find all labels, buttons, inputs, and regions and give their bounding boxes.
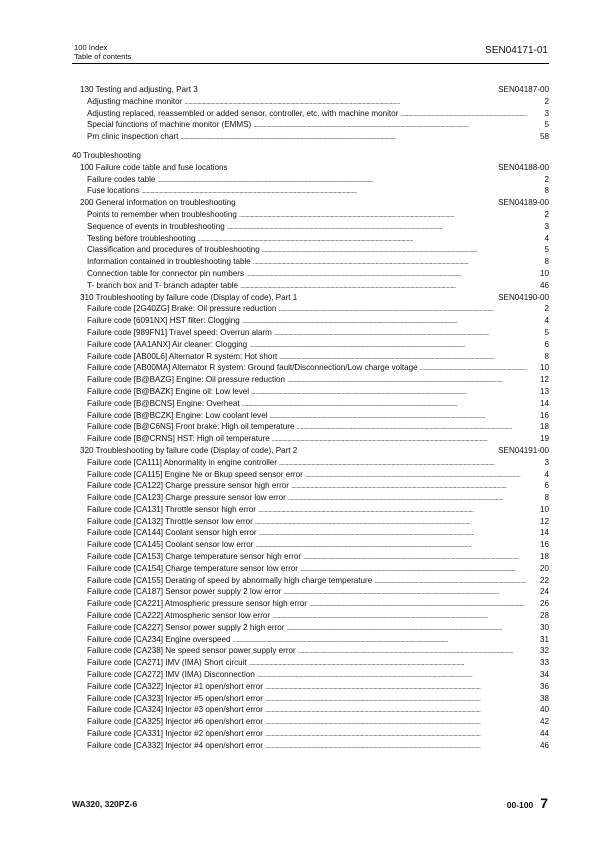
toc-entry-title: Failure code [B@BAZK] Engine oil: Low level [87, 386, 250, 396]
toc-entry-title: Testing before troubleshooting [87, 233, 196, 243]
toc-entry[interactable] [72, 256, 549, 268]
toc-entry[interactable] [72, 681, 549, 693]
toc-entry[interactable] [72, 645, 549, 657]
toc-section-heading [72, 197, 549, 209]
toc-entry[interactable] [72, 131, 549, 143]
toc-entry-title: Failure code [CA154] Charge temperature sensor low error [87, 563, 298, 573]
toc-entry[interactable] [72, 209, 549, 221]
toc-entry-page: 8 [544, 493, 549, 503]
toc-entry-title: Failure code [CA111] Abnormality in engine controller [87, 457, 278, 467]
toc-dot-leader [272, 433, 527, 446]
toc-entry[interactable] [72, 398, 549, 410]
toc-entry-title: Failure code [CA324] Injector #3 open/short error [87, 705, 263, 715]
toc-entry-title: Failure code [CA332] Injector #4 open/short error [87, 740, 263, 750]
toc-entry-page: 4 [544, 233, 549, 243]
toc-entry-page: 12 [539, 375, 549, 385]
toc-entry[interactable] [72, 516, 549, 528]
toc-entry-page: 42 [539, 717, 549, 727]
toc-entry[interactable] [72, 575, 549, 587]
toc-entry-title: Failure code [CA322] Injector #1 open/short error [87, 681, 263, 691]
toc-section-heading [72, 162, 549, 174]
toc-entry-page: 18 [539, 552, 549, 562]
toc-entry-page: 4 [544, 316, 549, 326]
toc-section-code: SEN04188-00 [498, 162, 549, 172]
toc-entry[interactable] [72, 433, 549, 445]
toc-entry-page: 40 [539, 705, 549, 715]
toc-entry-page: 2 [544, 209, 549, 219]
toc-entry-page: 5 [544, 327, 549, 337]
toc-section-title: 310 Troubleshooting by failure code (Display of code), Part 1 [80, 292, 298, 302]
toc-entry-page: 13 [539, 386, 549, 396]
toc-section-code: SEN04191-00 [498, 445, 549, 455]
toc-entry-page: 58 [539, 132, 549, 142]
toc-entry-title: Failure code [AA1ANX] Air cleaner: Clogging [87, 339, 248, 349]
toc-entry-title: Failure code [B@BAZG] Engine: Oil pressure reduction [87, 375, 286, 385]
toc-entry-title: Pm clinic inspection chart [87, 132, 179, 142]
toc-entry-title: Failure code [2G40ZG] Brake: Oil pressure reduction [87, 304, 277, 314]
toc-entry-page: 8 [544, 186, 549, 196]
toc-entry-title: Failure code [B@BCZK] Engine: Low coolant level [87, 410, 268, 420]
toc-entry-page: 18 [539, 422, 549, 432]
toc-entry-title: Failure code [CA227] Sensor power supply 2 high error [87, 622, 285, 632]
toc-entry[interactable] [72, 233, 549, 245]
footer-page-code: 00-100 [506, 800, 534, 810]
toc-entry[interactable] [72, 362, 549, 374]
toc-entry[interactable] [72, 504, 549, 516]
toc-dot-leader [265, 740, 527, 753]
footer-page-number: 7 [540, 795, 548, 811]
toc-entry[interactable] [72, 386, 549, 398]
toc-entry-title: Failure codes table [87, 174, 156, 184]
toc-entry-page: 46 [539, 740, 549, 750]
toc-entry-page: 2 [544, 174, 549, 184]
toc-entry-title: Failure code [CA144] Coolant sensor high error [87, 528, 257, 538]
toc-entry-page: 10 [539, 363, 549, 373]
toc-entry[interactable] [72, 622, 549, 634]
toc-entry-title: Fuse locations [87, 186, 140, 196]
toc-entry-title: Failure code [989FN1] Travel speed: Overrun alarm [87, 327, 272, 337]
toc-entry-page: 33 [539, 658, 549, 668]
toc-entry-title: Connection table for connector pin numbers [87, 268, 245, 278]
toc-entry[interactable] [72, 339, 549, 351]
toc-section-heading [72, 292, 549, 304]
toc-entry-title: Failure code [CA222] Atmospheric sensor low error [87, 611, 271, 621]
toc-dot-leader [180, 131, 527, 144]
toc-entry-page: 10 [539, 268, 549, 278]
toc-section-title: 320 Troubleshooting by failure code (Display of code), Part 2 [80, 445, 298, 455]
toc-entry-page: 8 [544, 257, 549, 267]
header-doc-code: SEN04171-01 [485, 45, 548, 56]
toc-entry-title: Adjusting machine monitor [87, 96, 183, 106]
toc-entry-title: Failure code [CA238] Ne speed sensor power supply error [87, 646, 296, 656]
toc-entry[interactable] [72, 728, 549, 740]
toc-entry[interactable] [72, 657, 549, 669]
toc-entry[interactable] [72, 315, 549, 327]
toc-section-heading [72, 445, 549, 457]
toc-entry-page: 46 [539, 280, 549, 290]
toc-section-code: SEN04189-00 [498, 198, 549, 208]
toc-entry[interactable] [72, 268, 549, 280]
toc-entry-title: Failure code [CA323] Injector #5 open/short error [87, 693, 263, 703]
toc-entry-page: 20 [539, 563, 549, 573]
toc-entry-page: 3 [544, 108, 549, 118]
toc-entry-page: 3 [544, 221, 549, 231]
toc-entry[interactable] [72, 586, 549, 598]
toc-section-title: 100 Failure code table and fuse locations [80, 162, 228, 172]
toc-section-code: SEN04187-00 [498, 85, 549, 94]
toc-entry-page: 22 [539, 575, 549, 585]
toc-entry-page: 5 [544, 245, 549, 255]
toc-entry-page: 8 [544, 351, 549, 361]
footer-page [507, 795, 548, 811]
toc-entry-page: 2 [544, 96, 549, 106]
toc-entry-title: Failure code [CA234] Engine overspeed [87, 634, 231, 644]
toc-entry-title: Failure code [CA155] Derating of speed by abnormally high charge temperature [87, 575, 373, 585]
toc-entry-page: 36 [539, 681, 549, 691]
toc-entry[interactable] [72, 410, 549, 422]
toc-entry-page: 30 [539, 622, 549, 632]
footer-model: WA320, 320PZ-6 [72, 799, 138, 809]
toc-entry-title: Failure code [B@C6NS] Front brake: High oil temperature [87, 422, 295, 432]
toc-entry[interactable] [72, 551, 549, 563]
toc-entry[interactable] [72, 539, 549, 551]
toc-entry-title: Failure code [CA145] Coolant sensor low error [87, 540, 254, 550]
toc-entry[interactable] [72, 303, 549, 315]
toc-entry-page: 5 [544, 120, 549, 130]
toc-entry-title: Failure code [CA132] Throttle sensor low error [87, 516, 253, 526]
toc-entry[interactable] [72, 469, 549, 481]
toc-entry-page: 3 [544, 457, 549, 467]
toc-entry[interactable] [72, 669, 549, 681]
toc-entry[interactable] [72, 492, 549, 504]
toc-entry-page: 19 [539, 434, 549, 444]
toc-entry-title: Failure code [CA115] Engine Ne or Bkup speed sensor error [87, 469, 303, 479]
toc-entry[interactable] [72, 740, 549, 752]
toc-entry-title: T- branch box and T- branch adapter table [87, 280, 239, 290]
toc-entry[interactable] [72, 280, 549, 292]
toc-entry-title: Failure code [CA131] Throttle sensor high error [87, 504, 257, 514]
toc-entry-page: 14 [539, 528, 549, 538]
toc-chapter-heading: 40 Troubleshooting [72, 150, 141, 160]
toc-section-code: SEN04190-00 [498, 292, 549, 302]
toc-entry-title: Classification and procedures of troubleshooting [87, 245, 260, 255]
toc-entry[interactable] [72, 634, 549, 646]
toc-entry-page: 34 [539, 670, 549, 680]
toc-entry-title: Information contained in troubleshooting table [87, 257, 251, 267]
toc-entry-page: 44 [539, 729, 549, 739]
toc-entry[interactable] [72, 563, 549, 575]
toc-entry-title: Failure code [CA187] Sensor power supply 2 low error [87, 587, 282, 597]
toc-entry[interactable] [72, 96, 549, 108]
header-section: 100 Index [74, 43, 108, 52]
toc-entry-title: Failure code [AB00L6] Alternator R system: Hot short [87, 351, 278, 361]
header-subtitle: Table of contents [74, 52, 132, 61]
toc-entry[interactable] [72, 119, 549, 131]
table-of-contents [72, 84, 549, 752]
toc-entry-page: 4 [544, 469, 549, 479]
toc-entry-title: Special functions of machine monitor (EMMS) [87, 120, 252, 130]
toc-entry-page: 14 [539, 398, 549, 408]
toc-entry-page: 6 [544, 339, 549, 349]
toc-entry[interactable] [72, 610, 549, 622]
toc-section-title: 200 General information on troubleshooting [80, 198, 236, 208]
toc-entry[interactable] [72, 480, 549, 492]
toc-entry[interactable] [72, 108, 549, 120]
toc-entry[interactable] [72, 185, 549, 197]
toc-entry-page: 6 [544, 481, 549, 491]
toc-entry[interactable] [72, 221, 549, 233]
toc-entry-page: 12 [539, 516, 549, 526]
toc-entry-page: 24 [539, 587, 549, 597]
toc-entry-title: Failure code [CA122] Charge pressure sensor high error [87, 481, 289, 491]
toc-entry[interactable] [72, 374, 549, 386]
toc-entry-page: 16 [539, 410, 549, 420]
toc-section-heading [72, 84, 549, 96]
toc-entry-title: Failure code [CA331] Injector #2 open/short error [87, 729, 263, 739]
toc-entry-title: Failure code [AB00MA] Alternator R system: Ground fault/Disconnection/Low charge voltage [87, 363, 418, 373]
toc-entry[interactable] [72, 244, 549, 256]
toc-entry[interactable] [72, 351, 549, 363]
toc-entry[interactable] [72, 421, 549, 433]
toc-entry-title: Failure code [CA123] Charge pressure sensor low error [87, 493, 286, 503]
toc-entry-page: 16 [539, 540, 549, 550]
toc-entry[interactable] [72, 527, 549, 539]
toc-entry-title: Failure code [CA272] IMV (IMA) Disconnection [87, 670, 255, 680]
toc-entry-title: Failure code [CA221] Atmospheric pressure sensor high error [87, 599, 307, 609]
toc-entry-title: Failure code [B@CRNS] HST: High oil temperature [87, 434, 270, 444]
toc-section-title: 130 Testing and adjusting, Part 3 [80, 85, 198, 94]
toc-entry[interactable] [72, 457, 549, 469]
toc-entry-title: Failure code [6091NX] HST filter: Clogging [87, 316, 240, 326]
toc-entry[interactable] [72, 598, 549, 610]
toc-entry-page: 32 [539, 646, 549, 656]
toc-entry-title: Failure code [CA325] Injector #6 open/short error [87, 717, 263, 727]
toc-entry-title: Points to remember when troubleshooting [87, 209, 237, 219]
toc-entry-page: 2 [544, 304, 549, 314]
toc-entry-title: Failure code [CA271] IMV (IMA) Short circuit [87, 658, 247, 668]
toc-entry-title: Failure code [CA153] Charge temperature sensor high error [87, 552, 302, 562]
toc-entry[interactable] [72, 716, 549, 728]
header-left [74, 43, 131, 61]
toc-entry-page: 26 [539, 599, 549, 609]
toc-entry-page: 28 [539, 611, 549, 621]
toc-entry[interactable] [72, 174, 549, 186]
toc-entry[interactable] [72, 704, 549, 716]
toc-entry[interactable] [72, 693, 549, 705]
toc-entry-page: 31 [539, 634, 549, 644]
header-divider [72, 63, 549, 64]
toc-entry-title: Adjusting replaced, reassembled or added sensor, controller, etc. with machine monitor [87, 108, 399, 118]
toc-entry[interactable] [72, 327, 549, 339]
toc-entry-page: 10 [539, 504, 549, 514]
toc-entry-title: Sequence of events in troubleshooting [87, 221, 225, 231]
toc-entry-title: Failure code [B@BCNS] Engine: Overheat [87, 398, 240, 408]
toc-entry-page: 38 [539, 693, 549, 703]
